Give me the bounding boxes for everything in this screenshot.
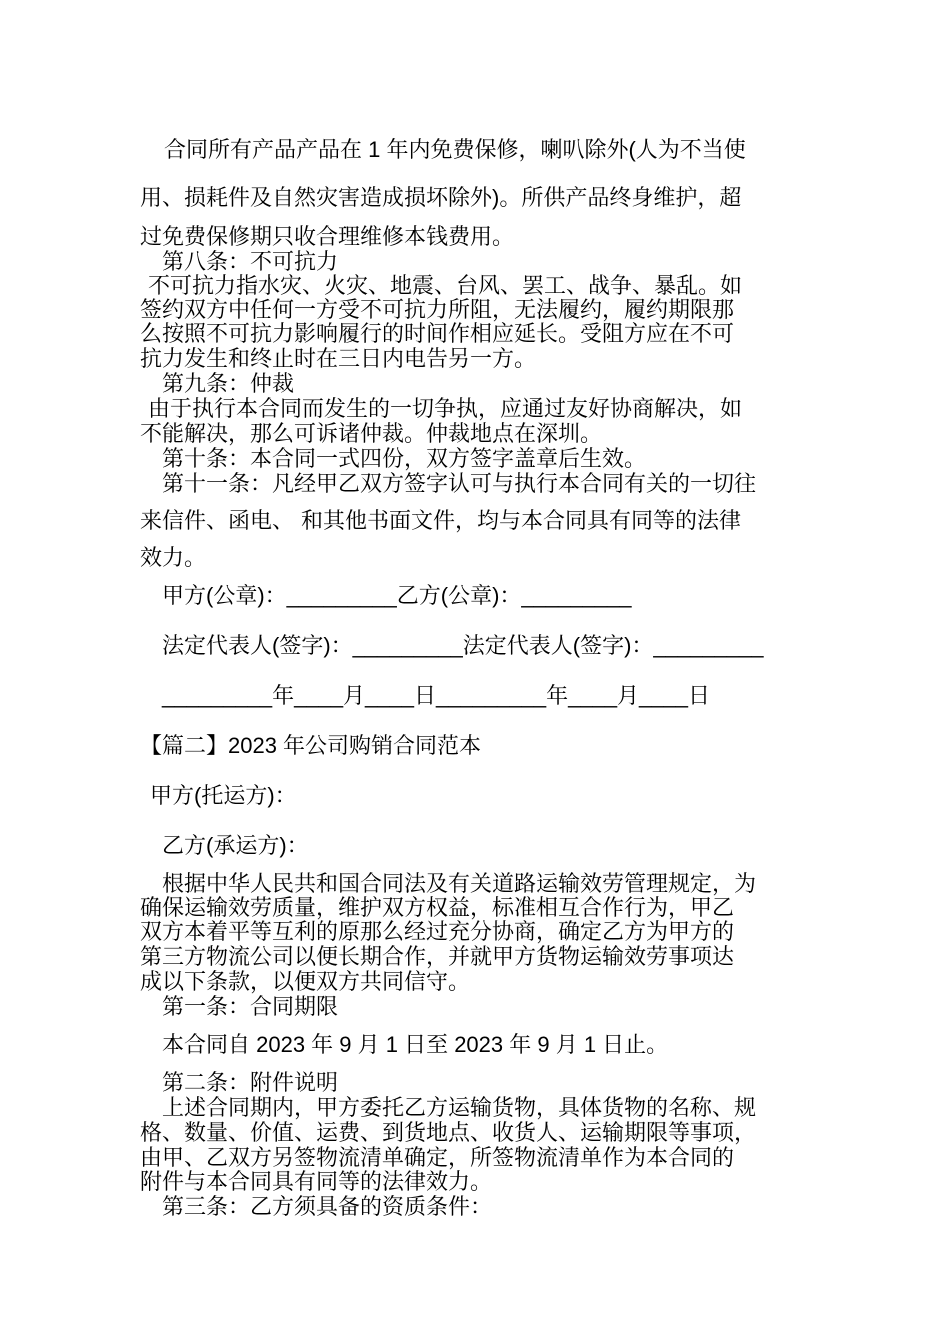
paragraph-line: 确保运输效劳质量，维护双方权益，标准相互合作行为，甲乙 (140, 896, 735, 921)
article-heading: 第二条：附件说明 (162, 1071, 339, 1096)
paragraph-line: 用、损耗件及自然灾害造成损坏除外)。所供产品终身维护，超 (140, 185, 742, 210)
party-b-line: 乙方(承运方)： (162, 833, 309, 858)
signature-line-representative: 法定代表人(签字)：_________法定代表人(签字)：_________ (162, 633, 764, 658)
paragraph-line: 合同所有产品产品在 1 年内免费保修，喇叭除外(人为不当使 (164, 137, 746, 162)
paragraph-line: 不可抗力指水灾、火灾、地震、台风、罢工、战争、暴乱。如 (148, 274, 743, 299)
article-heading: 第十一条：凡经甲乙双方签字认可与执行本合同有关的一切往 (162, 472, 757, 497)
section-title: 【篇二】2023 年公司购销合同范本 (140, 733, 482, 758)
paragraph-line: 格、数量、价值、运费、到货地点、收货人、运输期限等事项， (140, 1121, 757, 1146)
paragraph-line: 本合同自 2023 年 9 月 1 日至 2023 年 9 月 1 日止。 (162, 1032, 669, 1057)
paragraph-line: 抗力发生和终止时在三日内电告另一方。 (140, 347, 537, 372)
article-heading: 第一条：合同期限 (162, 995, 339, 1020)
signature-line-party: 甲方(公章)：_________乙方(公章)：_________ (162, 583, 632, 608)
paragraph-line: 根据中华人民共和国合同法及有关道路运输效劳管理规定，为 (162, 872, 757, 897)
paragraph-line: 成以下条款，以便双方共同信守。 (140, 970, 471, 995)
paragraph-line: 过免费保修期只收合理维修本钱费用。 (140, 225, 515, 250)
party-a-line: 甲方(托运方)： (150, 783, 297, 808)
paragraph-line: 不能解决，那么可诉诸仲裁。仲裁地点在深圳。 (140, 422, 603, 447)
paragraph-line: 由于执行本合同而发生的一切争执，应通过友好协商解决，如 (148, 397, 743, 422)
paragraph-line: 效力。 (140, 546, 207, 571)
article-heading: 第八条：不可抗力 (162, 250, 339, 275)
signature-line-date: _________年____月____日_________年____月____日 (162, 683, 711, 708)
paragraph-line: 来信件、函电、 和其他书面文件，均与本合同具有同等的法律 (140, 509, 741, 534)
paragraph-line: 么按照不可抗力影响履行的时间作相应延长。受阻方应在不可 (140, 322, 735, 347)
paragraph-line: 双方本着平等互利的原那么经过充分协商，确定乙方为甲方的 (140, 920, 735, 945)
paragraph-line: 签约双方中任何一方受不可抗力所阻，无法履约，履约期限那 (140, 298, 735, 323)
paragraph-line: 由甲、乙双方另签物流清单确定，所签物流清单作为本合同的 (140, 1146, 735, 1171)
article-heading: 第十条：本合同一式四份，双方签字盖章后生效。 (162, 447, 647, 472)
paragraph-line: 上述合同期内，甲方委托乙方运输货物，具体货物的名称、规 (162, 1096, 757, 1121)
paragraph-line: 第三方物流公司以便长期合作，并就甲方货物运输效劳事项达 (140, 945, 735, 970)
article-heading: 第三条：乙方须具备的资质条件： (162, 1195, 493, 1220)
article-heading: 第九条：仲裁 (162, 372, 295, 397)
paragraph-line: 附件与本合同具有同等的法律效力。 (140, 1170, 493, 1195)
